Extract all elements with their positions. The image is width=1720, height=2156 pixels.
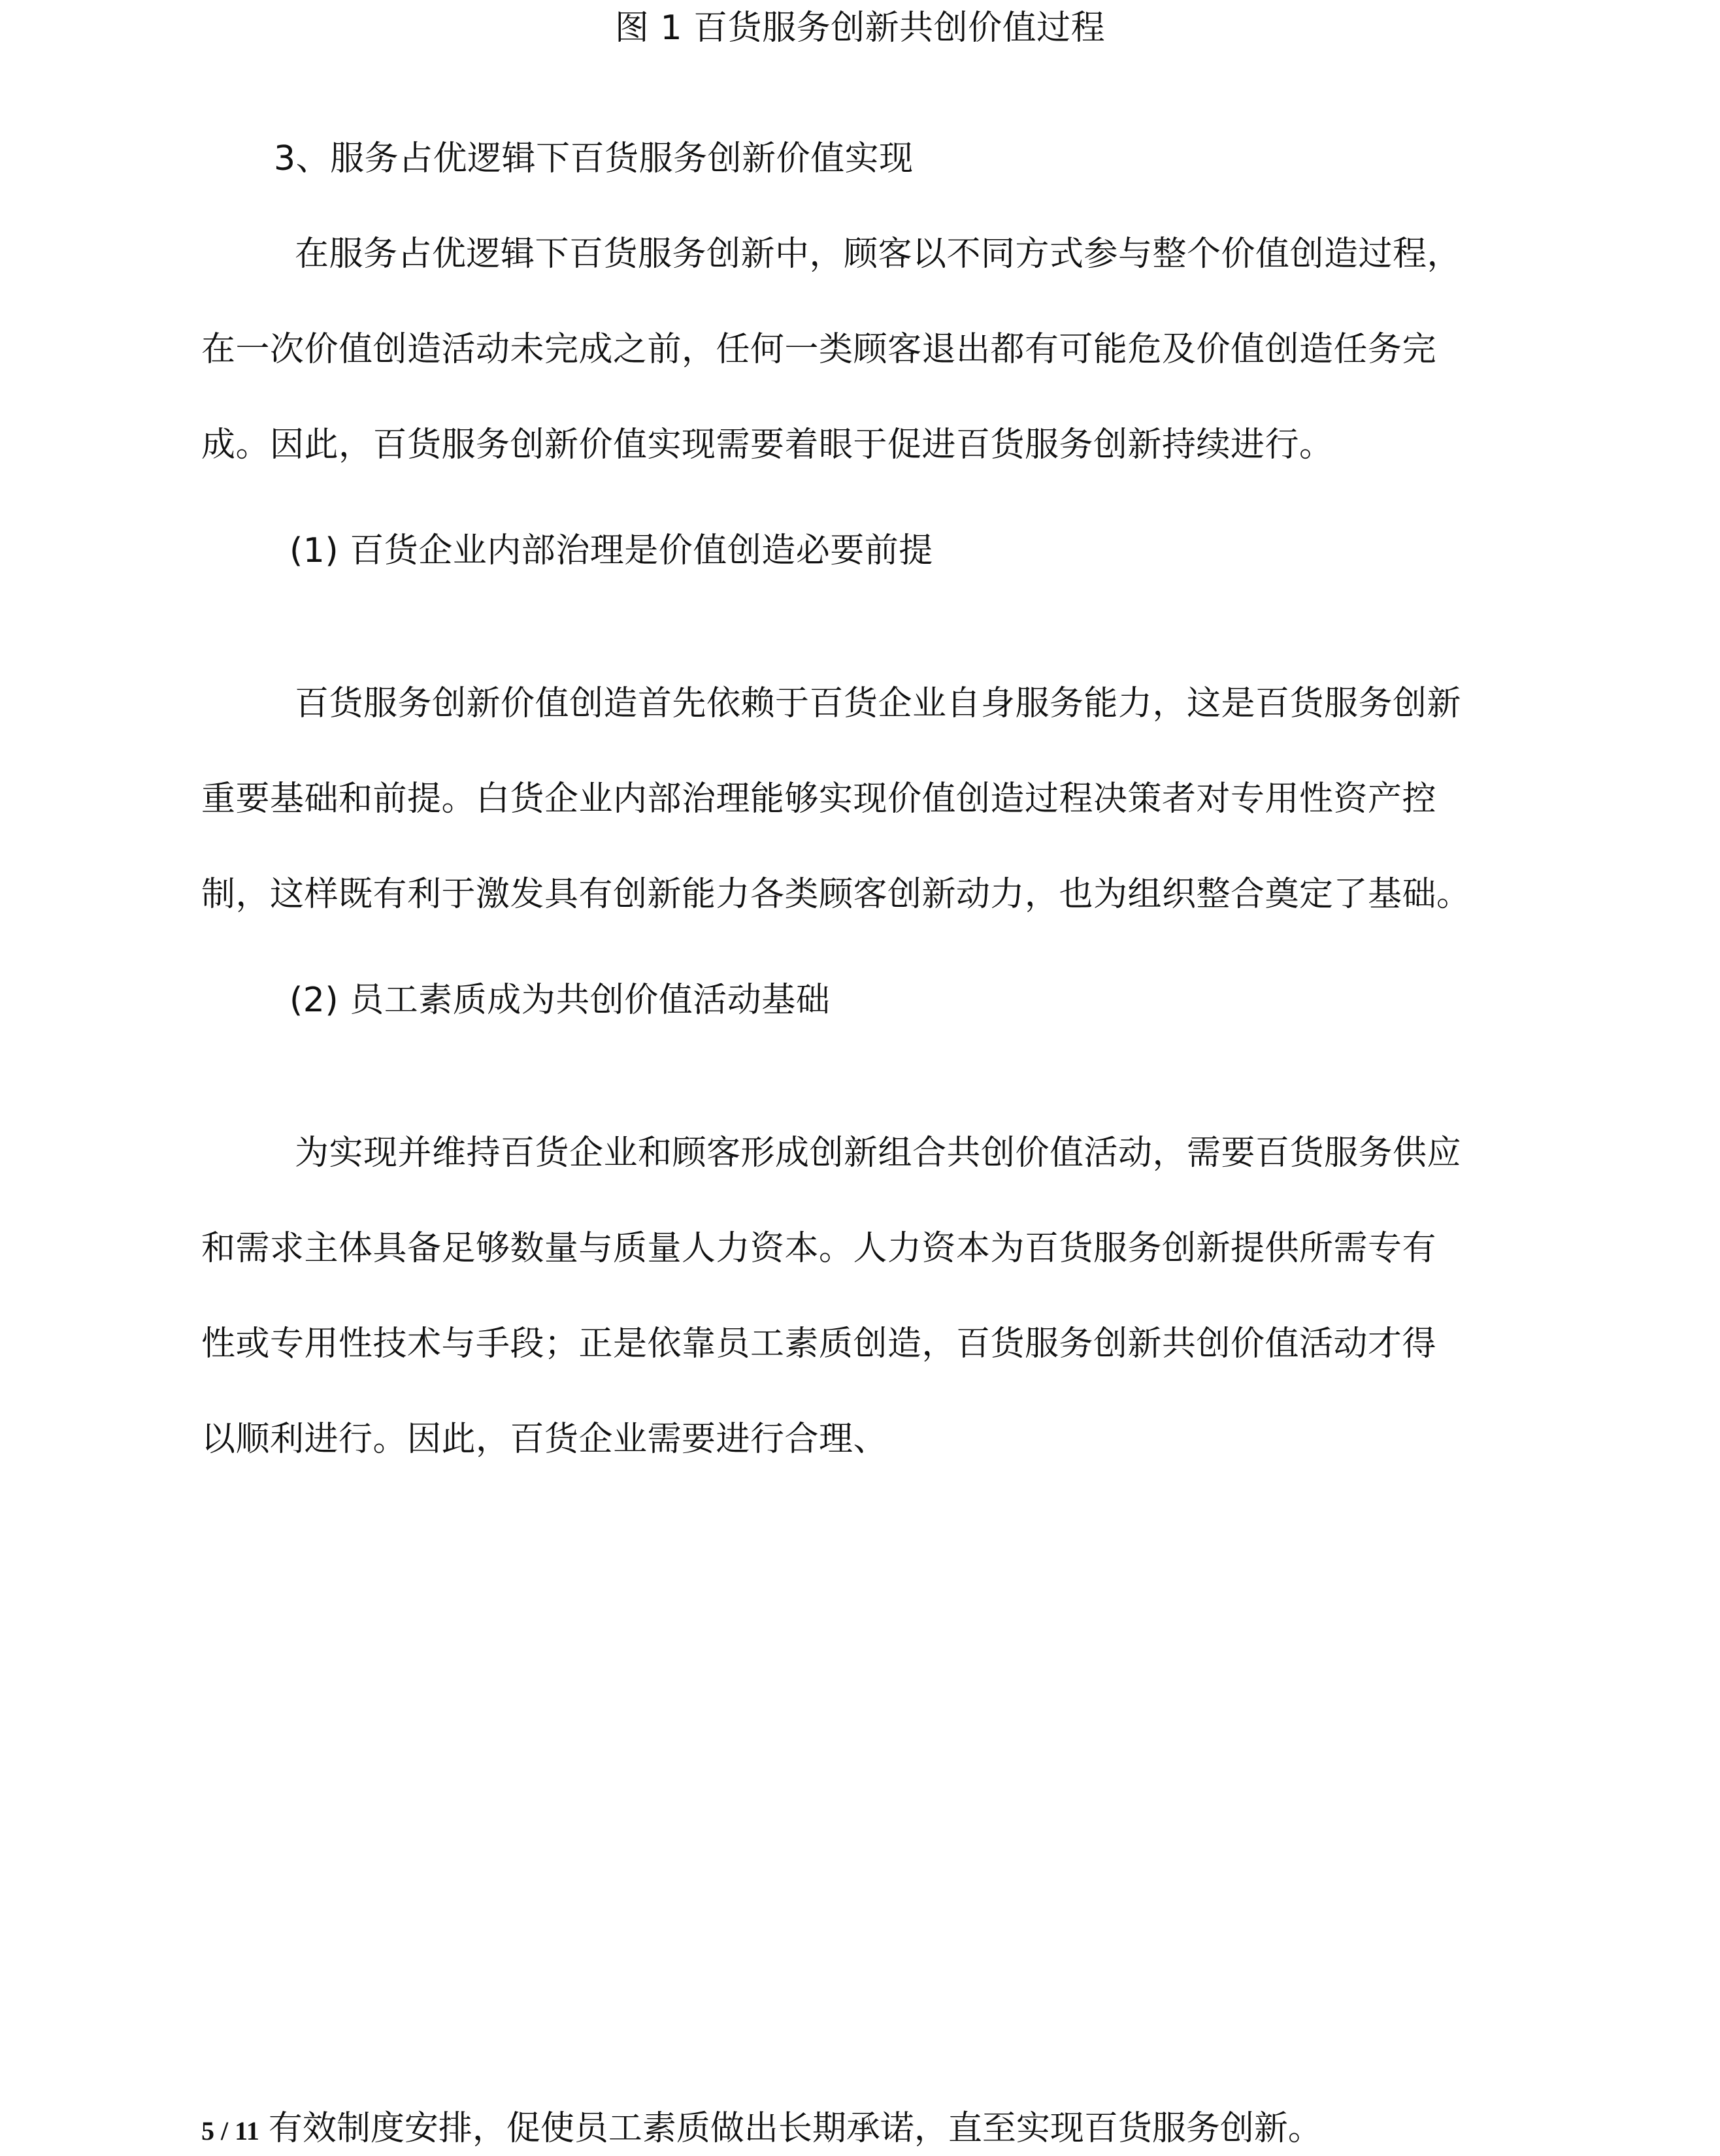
subheading-2: (2) 员工素质成为共创价值活动基础 xyxy=(289,981,831,1020)
footer-text: 有效制度安排，促使员工素质做出长期承诺，直至实现百货服务创新。 xyxy=(268,2109,1322,2148)
subheading-1: (1) 百货企业内部治理是价值创造必要前提 xyxy=(289,531,933,570)
paragraph-2-line-1: 百货服务创新价值创造首先依赖于百货企业自身服务能力，这是百货服务创新 xyxy=(295,684,1462,723)
figure-caption: 图 1 百货服务创新共创价值过程 xyxy=(614,8,1106,48)
paragraph-1-line-3: 成。因此，百货服务创新价值实现需要着眼于促进百货服务创新持续进行。 xyxy=(201,425,1334,465)
paragraph-1-line-2: 在一次价值创造活动未完成之前，任何一类顾客退出都有可能危及价值创造任务完 xyxy=(201,330,1437,369)
paragraph-1-line-1: 在服务占优逻辑下百货服务创新中，顾客以不同方式参与整个价值创造过程， xyxy=(295,235,1462,274)
paragraph-2-line-2: 重要基础和前提。白货企业内部治理能够实现价值创造过程决策者对专用性资产控 xyxy=(201,779,1437,819)
paragraph-2-line-3: 制，这样既有利于激发具有创新能力各类顾客创新动力，也为组织整合奠定了基础。 xyxy=(201,875,1471,914)
paragraph-3-line-4: 以顺利进行。因此，百货企业需要进行合理、 xyxy=(201,1420,888,1459)
page-indicator: 5 / 11 xyxy=(201,2116,259,2146)
paragraph-3-line-3: 性或专用性技术与手段；正是依靠员工素质创造，百货服务创新共创价值活动才得 xyxy=(201,1324,1437,1364)
page-footer xyxy=(201,2108,1322,2152)
section-heading: 3、服务占优逻辑下百货服务创新价值实现 xyxy=(274,139,914,178)
paragraph-3-line-2: 和需求主体具备足够数量与质量人力资本。人力资本为百货服务创新提供所需专有 xyxy=(201,1229,1437,1268)
paragraph-3-line-1: 为实现并维持百货企业和顾客形成创新组合共创价值活动，需要百货服务供应 xyxy=(295,1134,1462,1173)
